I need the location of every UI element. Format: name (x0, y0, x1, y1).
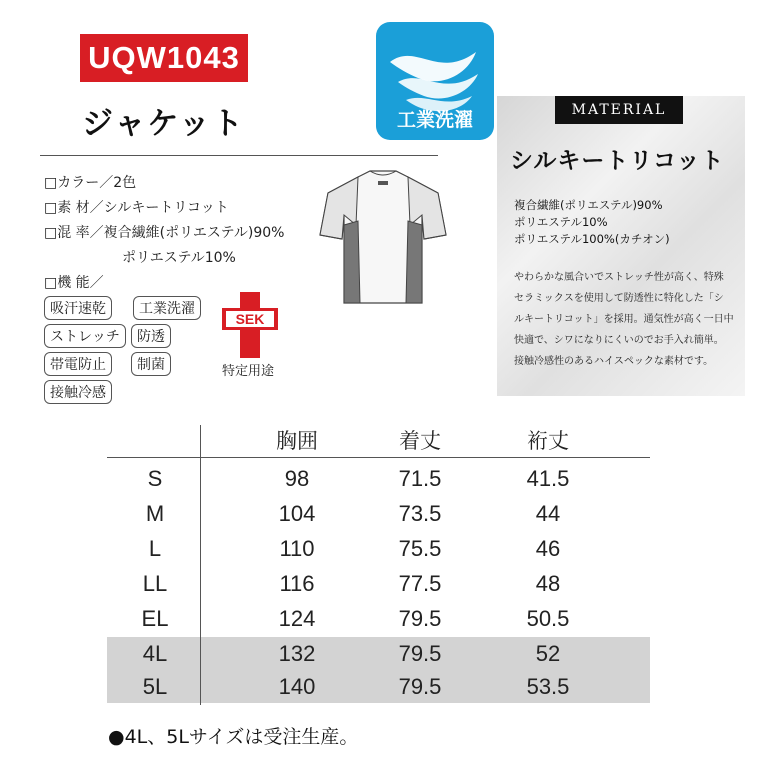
spec-color: □カラー／2色 (44, 175, 137, 191)
function-tag: 帯電防止 (44, 352, 112, 376)
table-row (107, 497, 650, 530)
function-tag: 防透 (131, 324, 171, 348)
spec-material: □素 材／シルキートリコット (44, 200, 229, 216)
material-description-line: セラミックスを使用して防透性に特化した「シ (514, 293, 724, 304)
industrial-wash-badge (376, 22, 494, 140)
material-composition: 複合繊維(ポリエステル)90% (514, 198, 663, 212)
wash-label: 工業洗濯 (396, 109, 473, 131)
material-description-line: ルキートリコット」を採用。通気性が高く一日中 (514, 314, 734, 325)
order-note: ●4L、5Lサイズは受注生産。 (108, 726, 359, 748)
product-name: ジャケット (82, 106, 245, 142)
column-header-chest: 胸囲 (276, 429, 318, 453)
product-code-badge (80, 34, 248, 82)
length-cell: 79.5 (398, 641, 442, 666)
sek-label: 特定用途 (222, 364, 275, 379)
column-header-length: 着丈 (399, 429, 441, 453)
chest-cell: 116 (279, 571, 315, 596)
size-cell: M (145, 501, 165, 526)
table-row (107, 532, 650, 565)
size-cell: 4L (142, 641, 168, 666)
size-cell: LL (142, 571, 168, 596)
garment-illustration (318, 165, 448, 310)
sleeve-cell: 52 (535, 641, 561, 666)
table-row (107, 637, 650, 670)
sleeve-cell: 50.5 (526, 606, 570, 631)
sek-logo-text: SEK (235, 311, 265, 327)
chest-cell: 110 (279, 536, 315, 561)
chest-cell: 140 (278, 674, 316, 699)
size-cell: EL (141, 606, 169, 631)
size-cell: S (147, 466, 163, 491)
material-header: MATERIAL (555, 96, 683, 124)
sleeve-cell: 44 (535, 501, 561, 526)
size-cell: L (148, 536, 162, 561)
header-divider (40, 155, 438, 156)
material-description-line: 接触冷感性のあるハイスペックな素材です。 (514, 356, 714, 367)
table-row (107, 462, 650, 495)
function-tag: 接触冷感 (44, 380, 112, 404)
sleeve-cell: 46 (535, 536, 561, 561)
column-header-sleeve: 裄丈 (527, 429, 569, 453)
material-composition: ポリエステル100%(カチオン) (514, 232, 670, 246)
sleeve-cell: 41.5 (526, 466, 570, 491)
length-cell: 79.5 (398, 674, 442, 699)
function-tag: 吸汗速乾 (44, 296, 112, 320)
sleeve-cell: 48 (535, 571, 561, 596)
function-tag: 工業洗濯 (133, 296, 201, 320)
length-cell: 77.5 (398, 571, 442, 596)
chest-cell: 124 (278, 606, 316, 631)
sleeve-cell: 53.5 (526, 674, 570, 699)
spec-function: □機 能／ (44, 275, 104, 291)
product-code: UQW1043 (88, 40, 240, 75)
material-title: シルキートリコット (510, 148, 725, 174)
chest-cell: 132 (278, 641, 316, 666)
table-row (107, 602, 650, 635)
table-header-rule (107, 457, 650, 458)
function-tag: ストレッチ (44, 324, 126, 348)
length-cell: 73.5 (398, 501, 442, 526)
function-tag: 制菌 (131, 352, 171, 376)
material-composition: ポリエステル10% (514, 215, 608, 229)
chest-cell: 104 (278, 501, 316, 526)
spec-blend: □混 率／複合繊維(ポリエステル)90% (44, 225, 285, 241)
length-cell: 79.5 (398, 606, 442, 631)
table-row (107, 567, 650, 600)
sek-logo (220, 290, 280, 360)
material-description-line: 快適で、シワになりにくいのでお手入れ簡単。 (514, 335, 724, 346)
length-cell: 75.5 (398, 536, 442, 561)
chest-cell: 98 (284, 466, 310, 491)
size-cell: 5L (142, 674, 168, 699)
table-row (107, 670, 650, 703)
length-cell: 71.5 (398, 466, 442, 491)
spec-blend-2: ポリエステル10% (122, 250, 236, 266)
material-description-line: やわらかな風合いでストレッチ性が高く、特殊 (514, 272, 724, 283)
